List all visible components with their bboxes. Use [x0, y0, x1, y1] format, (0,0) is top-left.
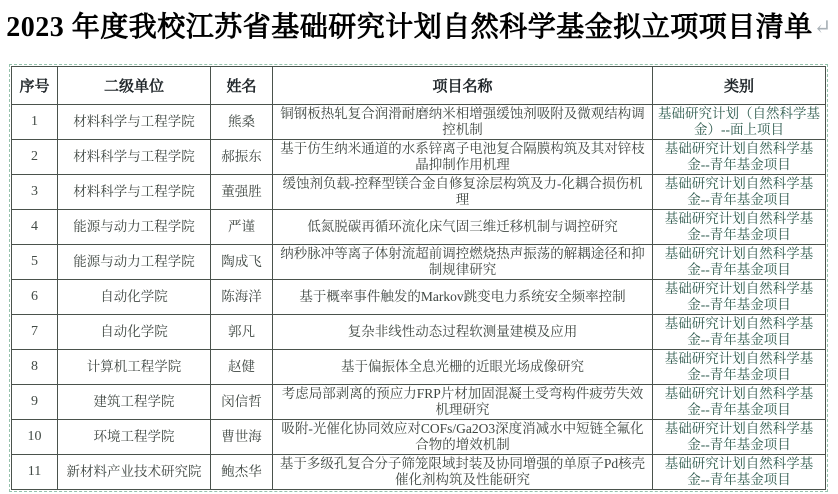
cell-unit: 自动化学院: [58, 315, 211, 350]
cell-category: 基础研究计划自然科学基金--青年基金项目: [653, 385, 826, 420]
cell-no: 1: [12, 105, 58, 140]
header-row: [12, 67, 826, 105]
cell-unit: 能源与动力工程学院: [58, 210, 211, 245]
table-row: [12, 385, 826, 420]
cell-unit: 新材料产业技术研究院: [58, 455, 211, 490]
table-row: [12, 175, 826, 210]
col-header-category: 类别: [653, 67, 826, 105]
cell-unit: 计算机工程学院: [58, 350, 211, 385]
cell-category: 基础研究计划自然科学基金--青年基金项目: [653, 315, 826, 350]
cell-unit: 材料科学与工程学院: [58, 105, 211, 140]
cell-category: 基础研究计划自然科学基金--青年基金项目: [653, 280, 826, 315]
cell-category: 基础研究计划自然科学基金--青年基金项目: [653, 420, 826, 455]
table-row: [12, 210, 826, 245]
col-header-project: 项目名称: [273, 67, 653, 105]
table-row: [12, 350, 826, 385]
cell-project: 复杂非线性动态过程软测量建模及应用: [273, 315, 653, 350]
cell-project: 考虑局部剥离的预应力FRP片材加固混凝土受弯构件疲劳失效机理研究: [273, 385, 653, 420]
col-header-no: 序号: [12, 67, 58, 105]
cell-project: 纳秒脉冲等离子体射流超前调控燃烧热声振荡的解耦途径和抑制规律研究: [273, 245, 653, 280]
table-dashed-outline: [9, 64, 828, 492]
cell-project: 基于偏振体全息光栅的近眼光场成像研究: [273, 350, 653, 385]
cell-no: 10: [12, 420, 58, 455]
table-row: [12, 280, 826, 315]
cell-unit: 建筑工程学院: [58, 385, 211, 420]
cell-category: 基础研究计划自然科学基金--青年基金项目: [653, 140, 826, 175]
table-row: [12, 420, 826, 455]
cell-project: 吸附-光催化协同效应对COFs/Ga2O3深度消减水中短链全氟化合物的增效机制: [273, 420, 653, 455]
cell-unit: 材料科学与工程学院: [58, 175, 211, 210]
cell-project: 基于多级孔复合分子筛笼限域封装及协同增强的单原子Pd核壳催化剂构筑及性能研究: [273, 455, 653, 490]
projects-table: [11, 66, 826, 490]
cell-name: 董强胜: [211, 175, 273, 210]
table-row: [12, 455, 826, 490]
cell-category: 基础研究计划自然科学基金--青年基金项目: [653, 245, 826, 280]
cell-name: 陈海洋: [211, 280, 273, 315]
cell-name: 鲍杰华: [211, 455, 273, 490]
cell-category: 基础研究计划自然科学基金--青年基金项目: [653, 350, 826, 385]
cell-name: 郭凡: [211, 315, 273, 350]
table-row: [12, 105, 826, 140]
cell-no: 4: [12, 210, 58, 245]
cell-no: 8: [12, 350, 58, 385]
paragraph-mark-icon: ↵: [813, 15, 832, 39]
page-title: [0, 0, 838, 45]
cell-no: 11: [12, 455, 58, 490]
cell-category: 基础研究计划自然科学基金--青年基金项目: [653, 455, 826, 490]
cell-no: 9: [12, 385, 58, 420]
page-title-text: 2023 年度我校江苏省基础研究计划自然科学基金拟立项项目清单: [6, 12, 813, 43]
table-row: [12, 245, 826, 280]
cell-name: 陶成飞: [211, 245, 273, 280]
cell-unit: 材料科学与工程学院: [58, 140, 211, 175]
cell-project: 铜钢板热轧复合润滑耐磨纳米相增强缓蚀剂吸附及微观结构调控机制: [273, 105, 653, 140]
cell-name: 赵健: [211, 350, 273, 385]
cell-project: 基于仿生纳米通道的水系锌离子电池复合隔膜构筑及其对锌枝晶抑制作用机理: [273, 140, 653, 175]
cell-category: 基础研究计划（自然科学基金）--面上项目: [653, 105, 826, 140]
cell-name: 曹世海: [211, 420, 273, 455]
cell-project: 缓蚀剂负载-控释型镁合金自修复涂层构筑及力-化耦合损伤机理: [273, 175, 653, 210]
cell-category: 基础研究计划自然科学基金--青年基金项目: [653, 175, 826, 210]
cell-project: 低氮脱碳再循环流化床气固三维迁移机制与调控研究: [273, 210, 653, 245]
cell-no: 3: [12, 175, 58, 210]
table-row: [12, 315, 826, 350]
cell-project: 基于概率事件触发的Markov跳变电力系统安全频率控制: [273, 280, 653, 315]
col-header-name: 姓名: [211, 67, 273, 105]
cell-unit: 环境工程学院: [58, 420, 211, 455]
table-row: [12, 140, 826, 175]
col-header-unit: 二级单位: [58, 67, 211, 105]
cell-no: 5: [12, 245, 58, 280]
cell-name: 熊桑: [211, 105, 273, 140]
cell-no: 7: [12, 315, 58, 350]
cell-name: 郝振东: [211, 140, 273, 175]
cell-name: 严谨: [211, 210, 273, 245]
cell-category: 基础研究计划自然科学基金--青年基金项目: [653, 210, 826, 245]
cell-unit: 能源与动力工程学院: [58, 245, 211, 280]
cell-no: 2: [12, 140, 58, 175]
cell-unit: 自动化学院: [58, 280, 211, 315]
cell-name: 闵信哲: [211, 385, 273, 420]
cell-no: 6: [12, 280, 58, 315]
